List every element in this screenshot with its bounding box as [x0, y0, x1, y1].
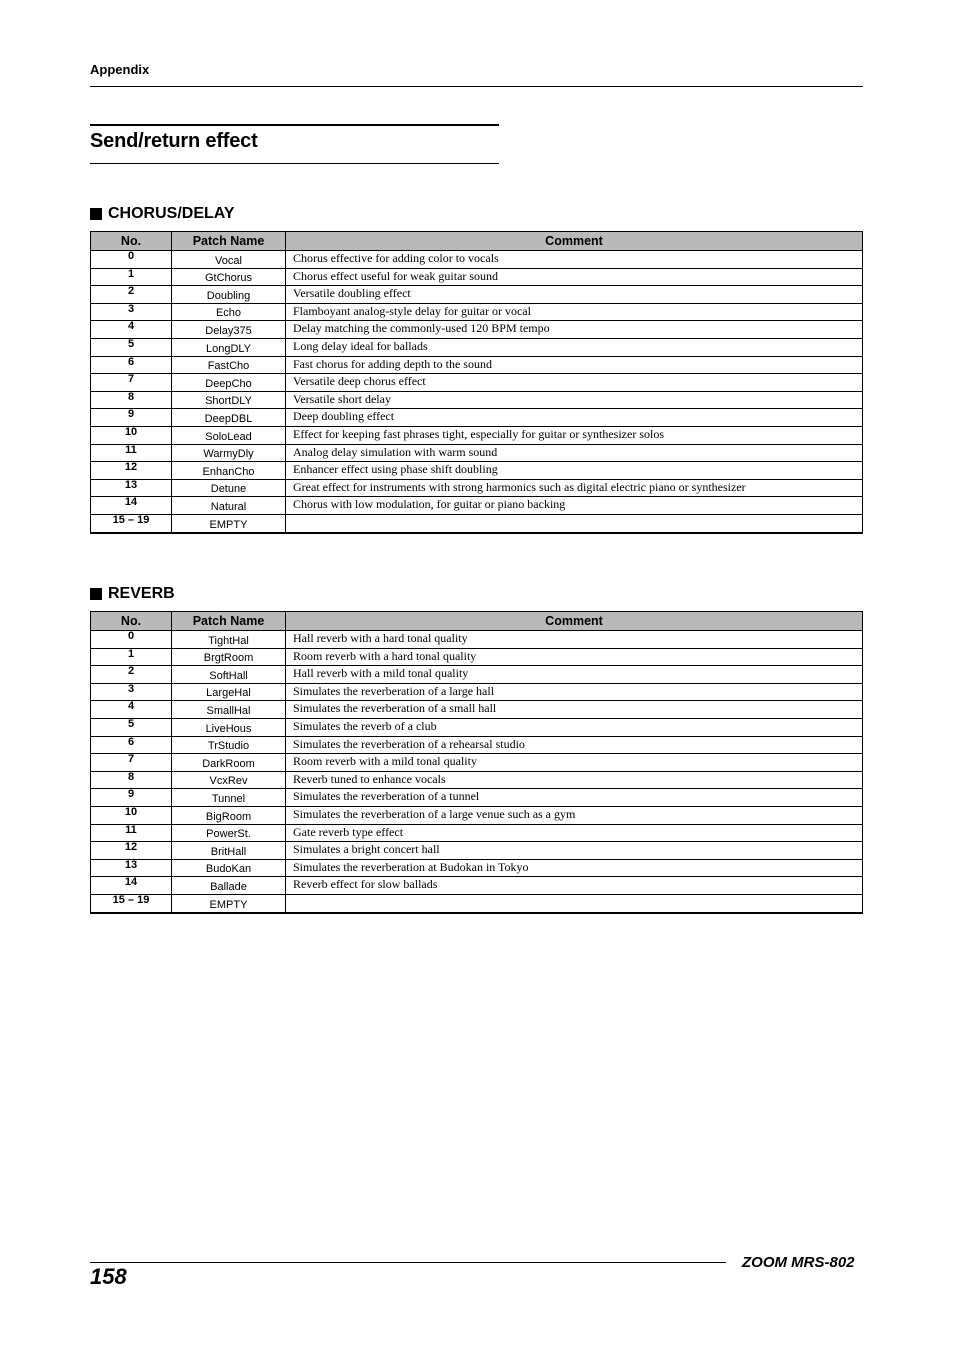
patch-name: Vocal — [172, 251, 286, 269]
patch-name: FastCho — [172, 356, 286, 374]
patch-comment: Room reverb with a mild tonal quality — [286, 754, 863, 772]
reverb-heading-text: REVERB — [108, 585, 175, 602]
column-header-comment: Comment — [286, 612, 863, 631]
patch-name: ShortDLY — [172, 391, 286, 409]
table-row — [91, 771, 863, 789]
patch-comment: Chorus effect useful for weak guitar sound — [286, 268, 863, 286]
patch-number: 14 — [91, 877, 172, 895]
patch-number: 9 — [91, 789, 172, 807]
patch-number: 5 — [91, 338, 172, 356]
patch-comment — [286, 894, 863, 912]
square-bullet-icon — [90, 588, 102, 600]
patch-comment: Versatile doubling effect — [286, 286, 863, 304]
patch-number: 0 — [91, 251, 172, 269]
page-number: 158 — [90, 1264, 127, 1289]
patch-name: Ballade — [172, 877, 286, 895]
table-row — [91, 497, 863, 515]
table-row — [91, 251, 863, 269]
patch-comment: Chorus effective for adding color to vocals — [286, 251, 863, 269]
patch-name: LargeHal — [172, 683, 286, 701]
patch-name: DarkRoom — [172, 754, 286, 772]
patch-comment: Simulates the reverberation of a large venue such as a gym — [286, 806, 863, 824]
column-header-no: No. — [91, 232, 172, 251]
table-row — [91, 877, 863, 895]
patch-number: 11 — [91, 824, 172, 842]
patch-name: BudoKan — [172, 859, 286, 877]
chorus-delay-table — [90, 231, 863, 534]
column-header-comment: Comment — [286, 232, 863, 251]
patch-comment: Simulates the reverberation of a tunnel — [286, 789, 863, 807]
patch-name: TrStudio — [172, 736, 286, 754]
patch-number: 6 — [91, 736, 172, 754]
patch-number: 9 — [91, 409, 172, 427]
patch-comment: Simulates the reverberation of a large hall — [286, 683, 863, 701]
patch-comment: Effect for keeping fast phrases tight, especially for guitar or synthesizer solos — [286, 426, 863, 444]
patch-name: SoftHall — [172, 666, 286, 684]
patch-number: 15 – 19 — [91, 514, 172, 532]
patch-comment: Delay matching the commonly-used 120 BPM tempo — [286, 321, 863, 339]
patch-comment: Simulates the reverb of a club — [286, 718, 863, 736]
patch-comment: Deep doubling effect — [286, 409, 863, 427]
patch-number: 10 — [91, 806, 172, 824]
patch-comment: Fast chorus for adding depth to the sound — [286, 356, 863, 374]
section-title-bottom-rule — [90, 163, 499, 164]
table-header-row — [91, 612, 863, 631]
patch-name: EnhanCho — [172, 462, 286, 480]
patch-number: 6 — [91, 356, 172, 374]
patch-number: 1 — [91, 648, 172, 666]
chorus-delay-heading — [90, 205, 235, 223]
patch-comment: Reverb effect for slow ballads — [286, 877, 863, 895]
patch-number: 4 — [91, 321, 172, 339]
patch-name: DeepDBL — [172, 409, 286, 427]
table-row — [91, 631, 863, 649]
patch-name: LongDLY — [172, 338, 286, 356]
patch-name: PowerSt. — [172, 824, 286, 842]
patch-number: 8 — [91, 391, 172, 409]
column-header-patch-name: Patch Name — [172, 612, 286, 631]
patch-number: 7 — [91, 374, 172, 392]
table-row — [91, 666, 863, 684]
column-header-patch-name: Patch Name — [172, 232, 286, 251]
table-row — [91, 789, 863, 807]
patch-number: 12 — [91, 462, 172, 480]
patch-comment: Simulates the reverberation of a rehearsal studio — [286, 736, 863, 754]
header-rule — [90, 86, 863, 87]
footer-rule — [90, 1262, 726, 1263]
patch-comment: Reverb tuned to enhance vocals — [286, 771, 863, 789]
patch-number: 11 — [91, 444, 172, 462]
patch-name: BrgtRoom — [172, 648, 286, 666]
patch-name: BigRoom — [172, 806, 286, 824]
patch-number: 4 — [91, 701, 172, 719]
patch-name: SoloLead — [172, 426, 286, 444]
patch-comment: Versatile short delay — [286, 391, 863, 409]
chorus-delay-heading-text: CHORUS/DELAY — [108, 205, 235, 222]
patch-name: EMPTY — [172, 894, 286, 912]
patch-name: GtChorus — [172, 268, 286, 286]
table-row — [91, 268, 863, 286]
patch-comment: Hall reverb with a hard tonal quality — [286, 631, 863, 649]
column-header-no: No. — [91, 612, 172, 631]
section-title-top-rule — [90, 124, 499, 126]
patch-comment — [286, 514, 863, 532]
page-title: Send/return effect — [90, 130, 258, 152]
reverb-table — [90, 611, 863, 914]
chorus-delay-table-body — [91, 251, 863, 533]
table-row — [91, 321, 863, 339]
patch-name: DeepCho — [172, 374, 286, 392]
table-row — [91, 718, 863, 736]
patch-comment: Analog delay simulation with warm sound — [286, 444, 863, 462]
patch-number: 0 — [91, 631, 172, 649]
footer-brand: ZOOM MRS-802 — [742, 1254, 855, 1271]
patch-number: 3 — [91, 683, 172, 701]
table-row — [91, 426, 863, 444]
reverb-heading — [90, 585, 175, 603]
table-row — [91, 338, 863, 356]
patch-name: EMPTY — [172, 514, 286, 532]
table-row — [91, 409, 863, 427]
patch-number: 1 — [91, 268, 172, 286]
patch-number: 10 — [91, 426, 172, 444]
table-row — [91, 806, 863, 824]
table-row — [91, 479, 863, 497]
patch-number: 13 — [91, 859, 172, 877]
patch-name: LiveHous — [172, 718, 286, 736]
table-row — [91, 894, 863, 912]
patch-comment: Enhancer effect using phase shift doubling — [286, 462, 863, 480]
table-row — [91, 648, 863, 666]
patch-number: 8 — [91, 771, 172, 789]
patch-name: Tunnel — [172, 789, 286, 807]
patch-name: Detune — [172, 479, 286, 497]
table-row — [91, 391, 863, 409]
table-row — [91, 514, 863, 532]
table-row — [91, 842, 863, 860]
table-row — [91, 444, 863, 462]
patch-comment: Versatile deep chorus effect — [286, 374, 863, 392]
patch-name: VcxRev — [172, 771, 286, 789]
patch-name: Doubling — [172, 286, 286, 304]
table-row — [91, 303, 863, 321]
patch-number: 15 – 19 — [91, 894, 172, 912]
patch-name: BritHall — [172, 842, 286, 860]
patch-name: Natural — [172, 497, 286, 515]
patch-comment: Chorus with low modulation, for guitar or piano backing — [286, 497, 863, 515]
table-row — [91, 374, 863, 392]
reverb-table-body — [91, 631, 863, 913]
table-row — [91, 754, 863, 772]
header-section-label: Appendix — [90, 62, 150, 77]
table-row — [91, 824, 863, 842]
patch-number: 12 — [91, 842, 172, 860]
patch-number: 14 — [91, 497, 172, 515]
patch-comment: Flamboyant analog-style delay for guitar or vocal — [286, 303, 863, 321]
table-row — [91, 286, 863, 304]
table-row — [91, 701, 863, 719]
patch-comment: Great effect for instruments with strong harmonics such as digital electric piano or synthesizer — [286, 479, 863, 497]
patch-name: SmallHal — [172, 701, 286, 719]
table-row — [91, 356, 863, 374]
patch-comment: Gate reverb type effect — [286, 824, 863, 842]
table-row — [91, 683, 863, 701]
square-bullet-icon — [90, 208, 102, 220]
patch-number: 2 — [91, 666, 172, 684]
patch-comment: Long delay ideal for ballads — [286, 338, 863, 356]
table-row — [91, 736, 863, 754]
patch-comment: Simulates the reverberation at Budokan in Tokyo — [286, 859, 863, 877]
patch-comment: Hall reverb with a mild tonal quality — [286, 666, 863, 684]
patch-number: 7 — [91, 754, 172, 772]
patch-number: 5 — [91, 718, 172, 736]
patch-number: 3 — [91, 303, 172, 321]
table-row — [91, 462, 863, 480]
patch-name: Delay375 — [172, 321, 286, 339]
patch-name: WarmyDly — [172, 444, 286, 462]
patch-number: 2 — [91, 286, 172, 304]
patch-name: Echo — [172, 303, 286, 321]
patch-comment: Room reverb with a hard tonal quality — [286, 648, 863, 666]
patch-comment: Simulates the reverberation of a small hall — [286, 701, 863, 719]
patch-name: TightHal — [172, 631, 286, 649]
patch-number: 13 — [91, 479, 172, 497]
table-header-row — [91, 232, 863, 251]
patch-comment: Simulates a bright concert hall — [286, 842, 863, 860]
table-row — [91, 859, 863, 877]
